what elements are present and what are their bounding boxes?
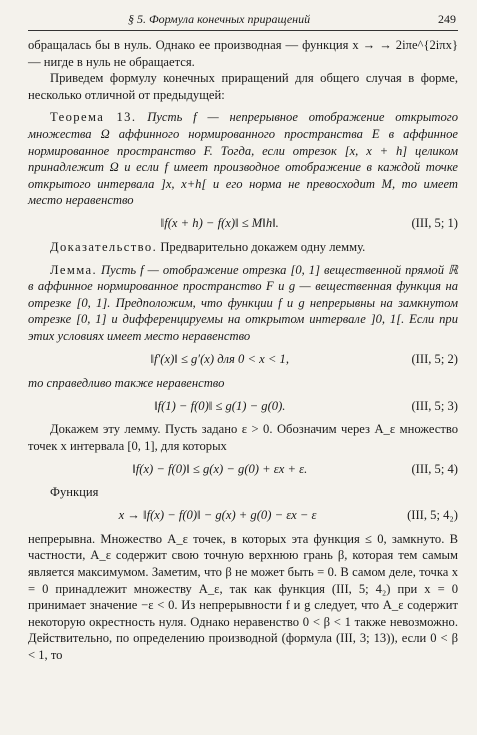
lemma xyxy=(28,262,458,345)
running-header xyxy=(28,12,458,31)
proof-text: Предварительно докажем одну лемму. xyxy=(160,239,366,254)
formula-body: ‖f(x) − f(0)‖ ≤ g(x) − g(0) + εx + ε. xyxy=(132,461,308,476)
formula-body: ‖f(x + h) − f(x)‖ ≤ M‖h‖. xyxy=(160,216,279,231)
formula-III-5-3 xyxy=(28,391,458,421)
theorem-13 xyxy=(28,109,458,209)
formula-number: (III, 5; 2) xyxy=(411,352,458,366)
book-page xyxy=(28,12,458,664)
formula-III-5-4 xyxy=(28,454,458,484)
paragraph: Функция xyxy=(50,485,99,500)
section-title: § 5. Формула конечных приращений xyxy=(128,12,311,26)
formula-body: ‖f(1) − f(0)‖ ≤ g(1) − g(0). xyxy=(154,398,286,413)
formula-number: (III, 5; 4₂) xyxy=(407,508,458,523)
formula-number: (III, 5; 1) xyxy=(411,216,458,231)
paragraph: Приведем формулу конечных приращений для общего случая в форме, несколько отличной от предыдущей: xyxy=(28,71,458,102)
proof-paragraph xyxy=(28,239,458,256)
paragraph: непрерывна. Множество A_ε точек, в которых эта функция ≤ 0, замкнуто. В частности, A_ε содержит свою точную верхнюю грань β, которая тем самым является максимумом. Заметим, что β не может быть = 0. В самом деле, точка x = 0 принадлежит множеству A_ε, так как функция (III, 5; 4₂) при x = 0 принимает значение −ε < 0. Из непрерывности f и g следует, что A_ε содержит некоторую окрестность нуля. Однако неравенство 0 < β < 1 также невозможно. Действительно, по определению производной (формула (III, 3; 13)), если 0 < β < 1, то xyxy=(28,531,458,663)
formula-body: ‖f′(x)‖ ≤ g′(x) для 0 < x < 1, xyxy=(150,352,289,366)
formula-III-5-4-2 xyxy=(28,501,458,531)
lemma-label: Лемма. xyxy=(50,262,98,277)
theorem-text: Пусть f — непрерывное отображение открытого множества Ω аффинного нормированного пространства E в аффинное нормированное пространство F. Тогда, если отрезок [x, x + h] целиком принадлежит Ω и если f имеет производное отображение в каждой точке открытого интервала ]x, x+h[ и его норма не превосходит M, то имеет место неравенство xyxy=(28,110,459,208)
theorem-label: Теорема 13. xyxy=(50,110,137,125)
paragraph: то справедливо также неравенство xyxy=(28,375,225,390)
formula-number: (III, 5; 3) xyxy=(411,398,458,413)
lemma-text: Пусть f — отображение отрезка [0, 1] вещественной прямой ℝ в аффинное нормированное пространство F и g — вещественная функция на отрезке [0, 1]. Предположим, что функции f и g непрерывны на замкнутом отрезке [0, 1] и дифференцируемы на открытом интервале ]0, 1[. Если при этих условиях имеет место неравенство xyxy=(28,262,458,343)
formula-III-5-1 xyxy=(28,209,458,239)
formula-number: (III, 5; 4) xyxy=(411,461,458,476)
page-number: 249 xyxy=(438,12,456,26)
paragraph: обращалась бы в нуль. Однако ее производная — функция x → → 2iπe^{2iπx} — нигде в нуль не обращается. xyxy=(28,38,458,69)
formula-body: x → ‖f(x) − f(0)‖ − g(x) + g(0) − εx − ε xyxy=(118,508,317,523)
formula-III-5-2 xyxy=(28,345,458,375)
paragraph: Докажем эту лемму. Пусть задано ε > 0. Обозначим через A_ε множество точек x интервала [0, 1], для которых xyxy=(28,422,458,453)
proof-label: Доказательство. xyxy=(50,239,158,254)
